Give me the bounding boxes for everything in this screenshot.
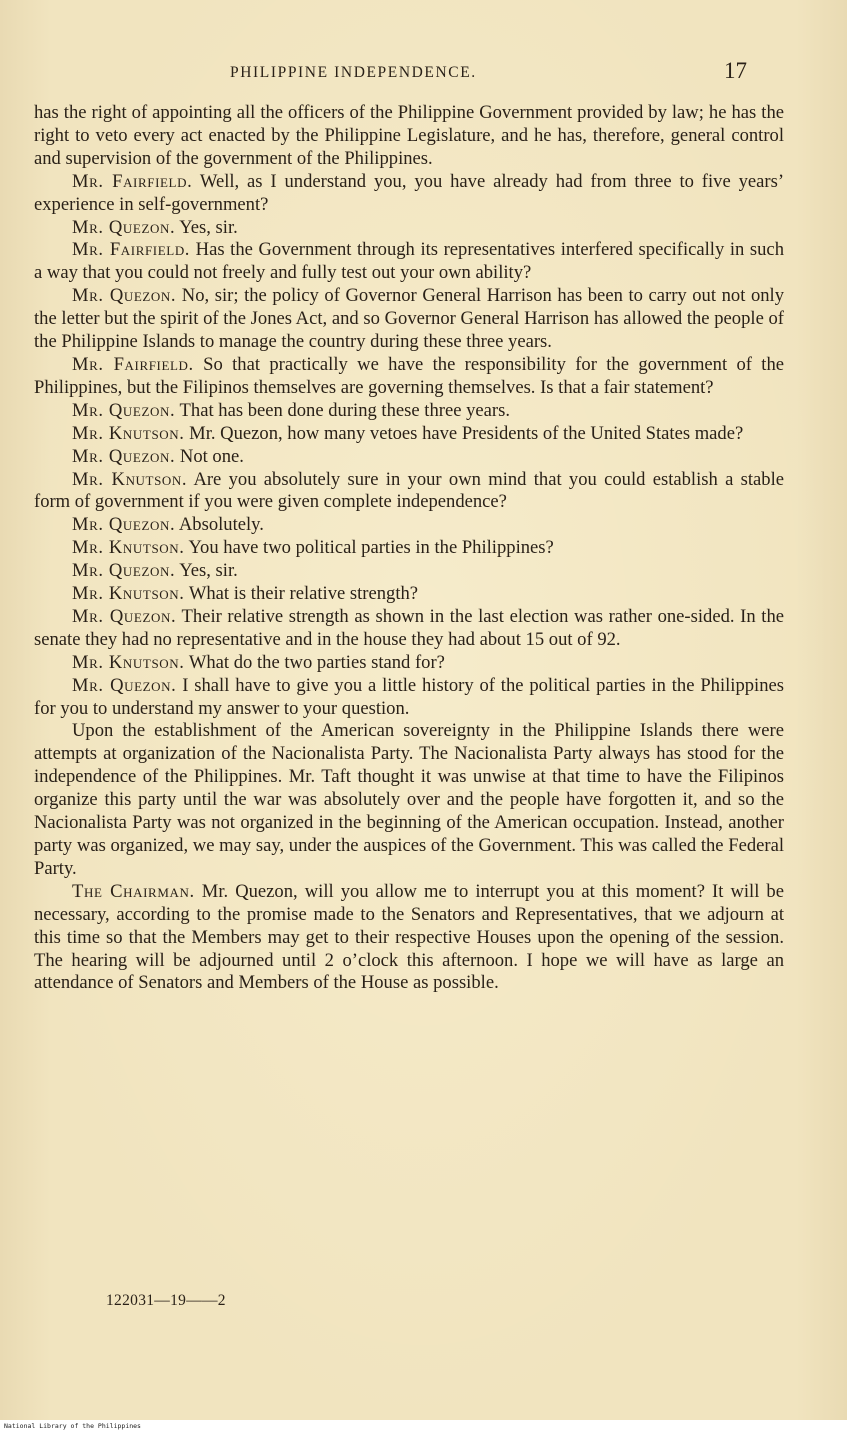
paragraph: [34, 446, 784, 469]
transcript-text: [34, 102, 784, 995]
page-number: 17: [724, 58, 747, 83]
speaker-name: Mr. Quezon.: [72, 674, 177, 696]
speaker-name: Mr. Knutson.: [72, 537, 185, 559]
speaker-name: Mr. Quezon.: [72, 560, 176, 582]
paragraph-text: What is their relative strength?: [188, 583, 419, 605]
paragraph: [34, 469, 784, 515]
paragraph: [34, 560, 784, 583]
speaker-name: Mr. Fairfield.: [72, 353, 194, 375]
speaker-name: Mr. Knutson.: [72, 422, 185, 444]
paragraph: [34, 537, 784, 560]
speaker-name: Mr. Knutson.: [72, 651, 185, 673]
paragraph-text: I shall have to give you a little history of the political parties in the Philippines for you to understand my answer to your question.: [34, 674, 784, 719]
speaker-name: Mr. Quezon.: [72, 445, 176, 467]
paragraph-text: Absolutely.: [178, 514, 264, 536]
paragraph: [34, 652, 784, 675]
paragraph: [34, 423, 784, 446]
paragraph-text: Yes, sir.: [179, 560, 238, 582]
speaker-name: Mr. Fairfield.: [72, 170, 193, 192]
paragraph-text: Has the Government through its representatives interfered specifically in such a way that you could not freely and fully test out your own ability?: [34, 239, 784, 284]
paragraph-text: has the right of appointing all the officers of the Philippine Government provided by law; he has the right to veto every act enacted by the Philippine Legislature, and he has, therefore, general control and supervision of the government of the Philippines.: [34, 102, 784, 169]
paragraph-text: So that practically we have the responsibility for the government of the Philippines, but the Filipinos themselves are governing themselves. Is that a fair statement?: [34, 353, 785, 398]
paragraph: [34, 583, 784, 606]
paragraph: [34, 102, 784, 171]
paragraph-text: Are you absolutely sure in your own mind that you could establish a stable form of government if you were given complete independence?: [34, 468, 784, 513]
paragraph: [34, 239, 784, 285]
paragraph-text: Yes, sir.: [179, 216, 238, 238]
paragraph: [34, 171, 784, 217]
paragraph-text: Their relative strength as shown in the last election was rather one-sided. In the senate they had no representative and in the house they had about 15 out of 92.: [34, 605, 784, 650]
speaker-name: Mr. Knutson.: [72, 583, 185, 605]
paragraph: [34, 400, 784, 423]
speaker-name: Mr. Quezon.: [72, 216, 176, 238]
speaker-name: Mr. Quezon.: [72, 605, 177, 627]
paragraph-text: Mr. Quezon, how many vetoes have Presidents of the United States made?: [189, 422, 744, 444]
paragraph: [34, 285, 784, 354]
paragraph-text: Not one.: [179, 445, 244, 467]
paragraph-text: Well, as I understand you, you have already had from three to five years’ experience in self-government?: [34, 170, 785, 215]
running-head: [0, 58, 847, 88]
running-title: PHILIPPINE INDEPENDENCE.: [230, 64, 477, 81]
paragraph-text: What do the two parties stand for?: [188, 651, 445, 673]
speaker-name: Mr. Quezon.: [72, 285, 177, 307]
paragraph-text: You have two political parties in the Philippines?: [188, 537, 554, 559]
paragraph-text: Mr. Quezon, will you allow me to interrupt you at this moment? It will be necessary, according to the promise made to the Senators and Representatives, that we adjourn at this time so that the Members may get to their respective Houses upon the opening of the session. The hearing will be adjourned until 2 o’clock this afternoon. I hope we will have as large an attendance of Senators and Members of the House as possible.: [34, 880, 784, 994]
paragraph: [34, 514, 784, 537]
paragraph: [34, 720, 784, 880]
speaker-name: Mr. Quezon.: [72, 514, 176, 536]
paragraph-text: That has been done during these three years.: [179, 399, 510, 421]
paragraph: [34, 217, 784, 240]
speaker-name: Mr. Knutson.: [72, 468, 188, 490]
speaker-name: The Chairman.: [72, 880, 195, 902]
paragraph: [34, 354, 784, 400]
speaker-name: Mr. Fairfield.: [72, 239, 191, 261]
paragraph: [34, 606, 784, 652]
paragraph-text: No, sir; the policy of Governor General Harrison has been to carry out not only the letter but the spirit of the Jones Act, and so Governor General Harrison has allowed the people of the Philippine Islands to manage the country during these three years.: [34, 285, 785, 353]
paragraph: [34, 675, 784, 721]
paragraph: [34, 881, 784, 996]
printer-signature: 122031—19——2: [106, 1292, 226, 1309]
speaker-name: Mr. Quezon.: [72, 399, 176, 421]
library-credit: National Library of the Philippines: [4, 1422, 141, 1430]
paragraph-text: Upon the establishment of the American sovereignty in the Philippine Islands there were attempts at organization of the Nacionalista Party. The Nacionalista Party always has stood for the independence of the Philippines. Mr. Taft thought it was unwise at that time to have the Filipinos organize this party until the war was absolutely over and the people have forgotten it, and so the Nacionalista Party was not organized in the beginning of the American occupation. Instead, another party was organized, we may say, under the auspices of the Government. This was called the Federal Party.: [34, 720, 784, 879]
